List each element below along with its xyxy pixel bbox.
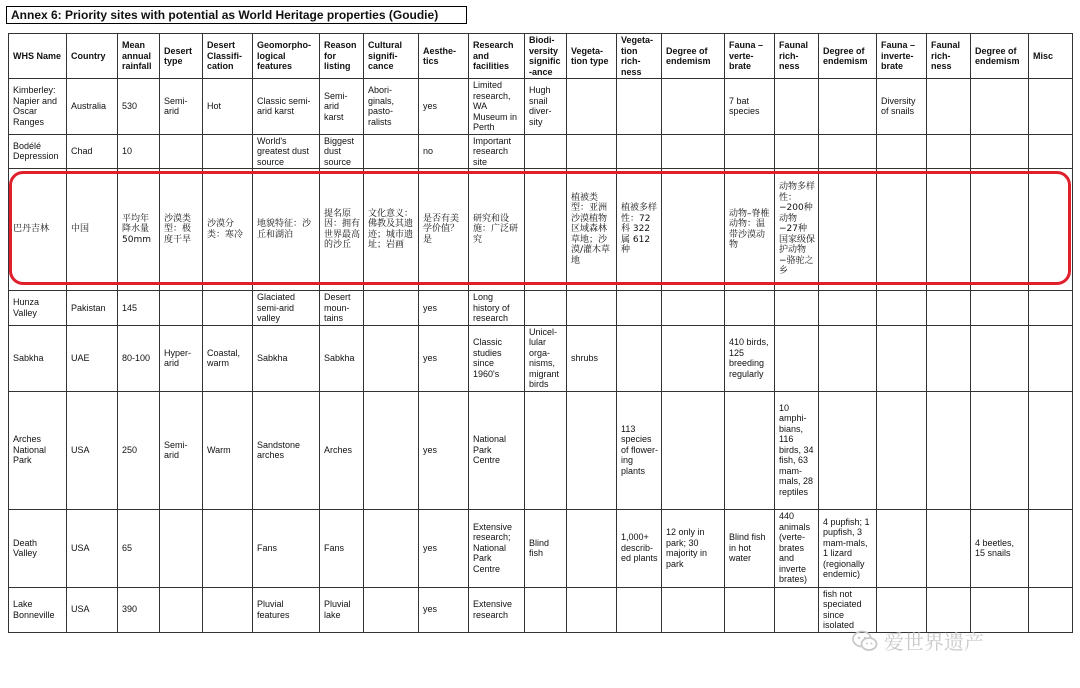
table-cell	[775, 79, 819, 135]
table-cell	[617, 291, 662, 326]
column-header: Geomorpho-logical features	[253, 34, 320, 79]
table-cell: Limited research, WA Museum in Perth	[469, 79, 525, 135]
table-cell: 250	[118, 391, 160, 509]
table-cell	[203, 134, 253, 169]
column-header: Misc	[1029, 34, 1073, 79]
table-cell	[203, 509, 253, 587]
table-cell: 是否有美学价值？是	[419, 169, 469, 291]
column-header: Desert type	[160, 34, 203, 79]
table-cell	[567, 587, 617, 632]
table-cell: Classic semi-arid karst	[253, 79, 320, 135]
table-cell	[160, 509, 203, 587]
table-cell	[725, 134, 775, 169]
table-cell: fish not speciated since isolated	[819, 587, 877, 632]
column-header: Fauna – inverte-brate	[877, 34, 927, 79]
table-cell	[160, 291, 203, 326]
table-cell	[819, 134, 877, 169]
column-header: Reason for listing	[320, 34, 364, 79]
table-cell: Coastal, warm	[203, 325, 253, 391]
table-cell	[971, 391, 1029, 509]
table-cell: 地貌特征：沙丘和湖泊	[253, 169, 320, 291]
table-row	[9, 391, 1073, 509]
table-cell: Bodélé Depression	[9, 134, 67, 169]
table-cell: yes	[419, 79, 469, 135]
table-cell: yes	[419, 509, 469, 587]
table-cell: 文化意义：佛教及其遗迹；城市遗址；岩画	[364, 169, 419, 291]
table-cell	[160, 134, 203, 169]
table-cell	[525, 391, 567, 509]
table-cell: USA	[67, 391, 118, 509]
column-header: Vegeta-tion rich-ness	[617, 34, 662, 79]
table-cell	[364, 587, 419, 632]
table-cell	[567, 291, 617, 326]
header-row	[9, 34, 1073, 79]
table-row	[9, 291, 1073, 326]
table-cell	[971, 291, 1029, 326]
table-cell: Fans	[253, 509, 320, 587]
priority-sites-table	[8, 33, 1073, 633]
table-cell: Sandstone arches	[253, 391, 320, 509]
column-header: Mean annual rainfall	[118, 34, 160, 79]
table-cell	[662, 391, 725, 509]
column-header: Cultural signifi-cance	[364, 34, 419, 79]
table-cell	[725, 391, 775, 509]
column-header: Faunal rich-ness	[775, 34, 819, 79]
table-cell: Warm	[203, 391, 253, 509]
table-cell: 390	[118, 587, 160, 632]
table-cell: 1,000+ describ-ed plants	[617, 509, 662, 587]
table-cell: Chad	[67, 134, 118, 169]
table-cell: 研究和设施：广泛研究	[469, 169, 525, 291]
table-cell	[1029, 134, 1073, 169]
table-cell	[567, 134, 617, 169]
table-cell: Important research site	[469, 134, 525, 169]
table-cell: 4 pupfish; 1 pupfish, 3 mam-mals, 1 lizard (regionally endemic)	[819, 509, 877, 587]
table-cell	[525, 169, 567, 291]
table-cell	[617, 587, 662, 632]
column-header: Fauna – verte-brate	[725, 34, 775, 79]
table-cell	[971, 325, 1029, 391]
table-cell: Classic studies since 1960's	[469, 325, 525, 391]
table-cell	[364, 391, 419, 509]
table-cell	[364, 325, 419, 391]
table-cell: yes	[419, 587, 469, 632]
page-title: Annex 6: Priority sites with potential as World Heritage properties (Goudie)	[6, 6, 467, 24]
table-cell	[1029, 169, 1073, 291]
column-header: Vegeta-tion type	[567, 34, 617, 79]
table-cell	[662, 325, 725, 391]
table-cell: Extensive research	[469, 587, 525, 632]
table-cell: Hugh snail diver-sity	[525, 79, 567, 135]
table-cell: Blind fish	[525, 509, 567, 587]
table-cell: 植被多样性：72科 322属 612种	[617, 169, 662, 291]
table-cell: 145	[118, 291, 160, 326]
table-cell	[877, 391, 927, 509]
table-cell: Hyper-arid	[160, 325, 203, 391]
table-cell	[927, 169, 971, 291]
table-cell: 10	[118, 134, 160, 169]
table-cell	[819, 391, 877, 509]
table-cell: Diversity of snails	[877, 79, 927, 135]
table-cell: 动物多样性：−200种动物 −27种国家级保护动物 −骆驼之乡	[775, 169, 819, 291]
table-cell: Lake Bonneville	[9, 587, 67, 632]
table-cell	[927, 325, 971, 391]
table-cell: Semi-arid	[160, 79, 203, 135]
table-cell: Pakistan	[67, 291, 118, 326]
table-cell	[364, 291, 419, 326]
table-cell	[775, 291, 819, 326]
table-cell: Long history of research	[469, 291, 525, 326]
table-cell: Abori-ginals, pasto-ralists	[364, 79, 419, 135]
table-cell	[1029, 509, 1073, 587]
table-cell: 提名原因：拥有世界最高的沙丘	[320, 169, 364, 291]
table-cell: 沙漠分类：寒冷	[203, 169, 253, 291]
table-cell	[567, 509, 617, 587]
table-cell: USA	[67, 587, 118, 632]
column-header: Biodi-versity signific-ance	[525, 34, 567, 79]
table-cell	[525, 291, 567, 326]
table-cell: 植被类型：亚洲沙漠植物区域森林草地；沙漠/灌木草地	[567, 169, 617, 291]
table-cell	[775, 325, 819, 391]
table-cell	[1029, 587, 1073, 632]
table-cell	[617, 325, 662, 391]
table-cell	[1029, 79, 1073, 135]
table-cell: Australia	[67, 79, 118, 135]
table-row	[9, 79, 1073, 135]
table-cell: Pluvial features	[253, 587, 320, 632]
column-header: Desert Classifi-cation	[203, 34, 253, 79]
table-cell: World's greatest dust source	[253, 134, 320, 169]
table-cell: 动物–脊椎动物：温带沙漠动物	[725, 169, 775, 291]
table-cell: 沙漠类型：极度干旱	[160, 169, 203, 291]
table-body	[9, 79, 1073, 633]
table-cell: National Park Centre	[469, 391, 525, 509]
table-row	[9, 169, 1073, 291]
table-cell	[203, 587, 253, 632]
table-cell	[662, 169, 725, 291]
column-header: Research and facilities	[469, 34, 525, 79]
table-cell	[1029, 391, 1073, 509]
table-cell	[364, 134, 419, 169]
column-header: Faunal rich-ness	[927, 34, 971, 79]
table-cell: 410 birds, 125 breeding regularly	[725, 325, 775, 391]
table-cell	[725, 587, 775, 632]
table-cell: Death Valley	[9, 509, 67, 587]
table-cell: Unicel-lular orga-nisms, migrant birds	[525, 325, 567, 391]
table-cell: Sabkha	[320, 325, 364, 391]
table-cell: 12 only in park; 30 majority in park	[662, 509, 725, 587]
column-header: WHS Name	[9, 34, 67, 79]
table-cell: yes	[419, 291, 469, 326]
table-cell: Sabkha	[9, 325, 67, 391]
table-cell: no	[419, 134, 469, 169]
table-cell	[525, 587, 567, 632]
table-cell	[971, 134, 1029, 169]
table-cell	[927, 291, 971, 326]
wechat-icon	[852, 630, 878, 652]
table-cell: 440 animals (verte-brates and inverte brates)	[775, 509, 819, 587]
table-cell	[617, 79, 662, 135]
table-cell	[525, 134, 567, 169]
table-cell: shrubs	[567, 325, 617, 391]
table-cell	[927, 134, 971, 169]
watermark	[852, 626, 984, 655]
table-cell	[662, 587, 725, 632]
table-cell: Fans	[320, 509, 364, 587]
table-cell: Hunza Valley	[9, 291, 67, 326]
table-cell: Blind fish in hot water	[725, 509, 775, 587]
table-cell	[971, 169, 1029, 291]
table-cell: Sabkha	[253, 325, 320, 391]
table-cell: UAE	[67, 325, 118, 391]
table-cell	[819, 169, 877, 291]
table-cell	[1029, 291, 1073, 326]
column-header: Degree of endemism	[971, 34, 1029, 79]
table-cell	[877, 325, 927, 391]
table-cell: Arches National Park	[9, 391, 67, 509]
table-cell: 65	[118, 509, 160, 587]
table-cell: Pluvial lake	[320, 587, 364, 632]
table-cell	[725, 291, 775, 326]
table-cell	[819, 79, 877, 135]
table-cell	[775, 134, 819, 169]
table-cell	[364, 509, 419, 587]
table-cell	[877, 134, 927, 169]
table-cell	[662, 79, 725, 135]
table-cell: yes	[419, 391, 469, 509]
table-cell	[160, 587, 203, 632]
table-cell: Semi-arid	[160, 391, 203, 509]
table-cell: Kimberley: Napier and Oscar Ranges	[9, 79, 67, 135]
table-cell	[567, 79, 617, 135]
column-header: Country	[67, 34, 118, 79]
table-cell	[819, 325, 877, 391]
table-row	[9, 509, 1073, 587]
table-cell: Semi-arid karst	[320, 79, 364, 135]
table-cell	[662, 134, 725, 169]
table-cell: Desert moun-tains	[320, 291, 364, 326]
table-cell: USA	[67, 509, 118, 587]
table-cell	[877, 509, 927, 587]
table-cell: 7 bat species	[725, 79, 775, 135]
table-cell: 80-100	[118, 325, 160, 391]
table-cell	[617, 134, 662, 169]
table-cell	[819, 291, 877, 326]
table-cell: 10 amphi-bians, 116 birds, 34 fish, 63 mam-mals, 28 reptiles	[775, 391, 819, 509]
column-header: Aesthe-tics	[419, 34, 469, 79]
table-cell: 4 beetles, 15 snails	[971, 509, 1029, 587]
table-cell	[927, 509, 971, 587]
table-cell: Biggest dust source	[320, 134, 364, 169]
table-cell: Extensive research; National Park Centre	[469, 509, 525, 587]
table-cell	[927, 391, 971, 509]
watermark-text: 爱世界遗产	[884, 630, 984, 654]
table-row	[9, 325, 1073, 391]
table-cell: Glaciated semi-arid valley	[253, 291, 320, 326]
table-cell	[567, 391, 617, 509]
table-cell: 530	[118, 79, 160, 135]
table-cell	[971, 79, 1029, 135]
table-cell: 平均年降水量50mm	[118, 169, 160, 291]
table-cell	[877, 169, 927, 291]
table-cell: 巴丹吉林	[9, 169, 67, 291]
table-cell	[203, 291, 253, 326]
table-cell	[662, 291, 725, 326]
table-cell	[1029, 325, 1073, 391]
table-cell: Arches	[320, 391, 364, 509]
table-cell	[927, 79, 971, 135]
table-cell: 113 species of flower-ing plants	[617, 391, 662, 509]
table-cell	[775, 587, 819, 632]
table-cell: yes	[419, 325, 469, 391]
table-cell	[877, 291, 927, 326]
table-cell: 中国	[67, 169, 118, 291]
table-row	[9, 134, 1073, 169]
column-header: Degree of endemism	[819, 34, 877, 79]
table-cell: Hot	[203, 79, 253, 135]
column-header: Degree of endemism	[662, 34, 725, 79]
